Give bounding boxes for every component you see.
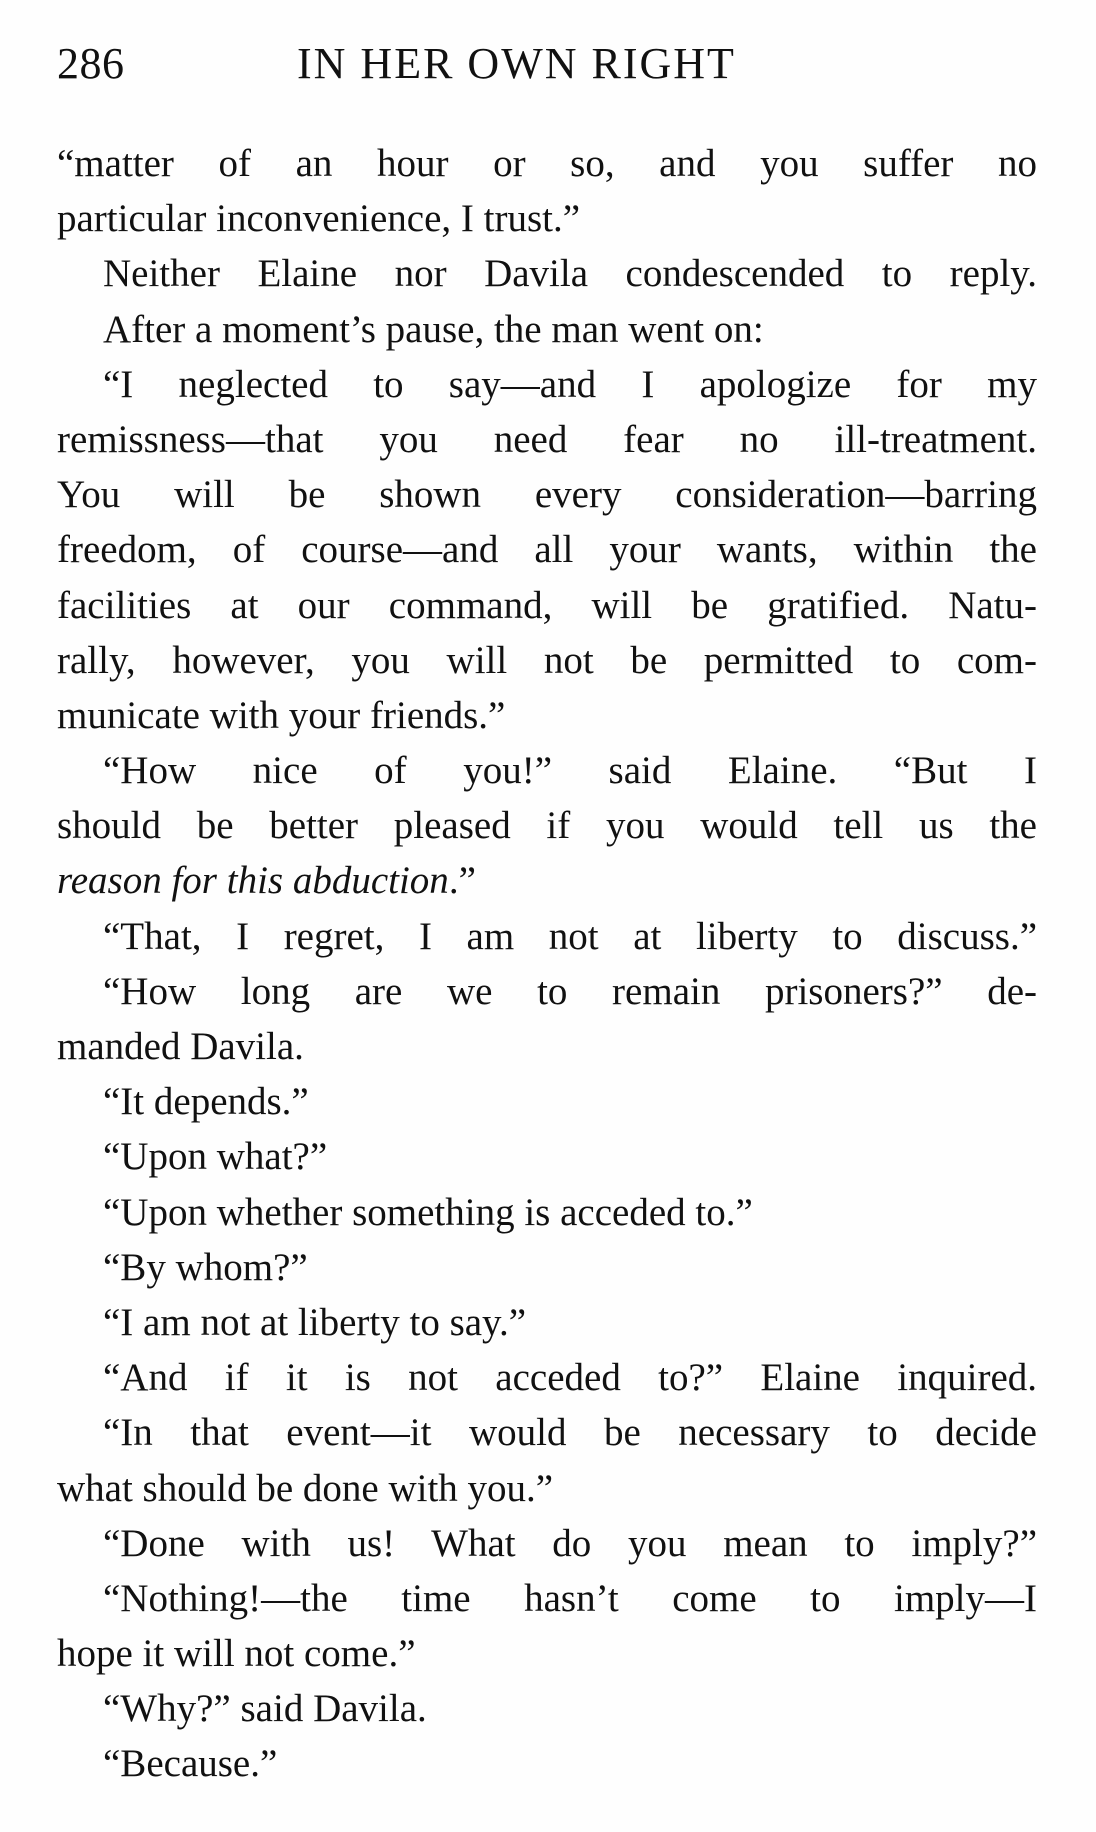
- text-line: should be better pleased if you would tell us the: [57, 804, 1037, 848]
- text-line: “Why?” said Davila.: [103, 1687, 427, 1731]
- text-line: remissness—that you need fear no ill-treatment.: [57, 417, 1037, 461]
- text-line: manded Davila.: [57, 1025, 304, 1068]
- text-line: “And if it is not acceded to?” Elaine inquired.: [103, 1356, 1037, 1400]
- text-line: After a moment’s pause, the man went on:: [103, 307, 764, 351]
- text-line: “I am not at liberty to say.”: [103, 1300, 527, 1344]
- text-line: “Upon what?”: [103, 1135, 328, 1179]
- text-line: hope it will not come.”: [57, 1632, 416, 1676]
- text-line: rally, however, you will not be permitted to com-: [57, 638, 1037, 682]
- text-line: “Upon whether something is acceded to.”: [103, 1190, 753, 1234]
- text-line: “Done with us! What do you mean to imply?”: [103, 1521, 1037, 1565]
- text-line: “Because.”: [103, 1742, 278, 1786]
- text-line: particular inconvenience, I trust.”: [57, 197, 581, 241]
- text-line: what should be done with you.”: [57, 1466, 554, 1510]
- text-line: municate with your friends.”: [57, 693, 506, 737]
- text-line: reason for this abduction.”: [57, 859, 476, 903]
- text-line: facilities at our command, will be gratified. Natu-: [57, 583, 1037, 627]
- body-text: [57, 136, 1037, 1792]
- text-line: freedom, of course—and all your wants, within the: [57, 528, 1037, 572]
- text-line: “How nice of you!” said Elaine. “But I: [103, 749, 1037, 793]
- text-line: “How long are we to remain prisoners?” de-: [103, 969, 1037, 1013]
- text-line: “matter of an hour or so, and you suffer no: [57, 142, 1037, 185]
- text-line: You will be shown every consideration—barring: [57, 473, 1037, 517]
- text-line: “Nothing!—the time hasn’t come to imply—I: [103, 1576, 1037, 1620]
- text-line: “I neglected to say—and I apologize for my: [103, 362, 1037, 406]
- text-line: “In that event—it would be necessary to decide: [103, 1411, 1037, 1455]
- running-title: IN HER OWN RIGHT: [297, 39, 736, 88]
- text-line: “By whom?”: [103, 1245, 308, 1289]
- text-line: “It depends.”: [103, 1080, 309, 1124]
- text-line: “That, I regret, I am not at liberty to discuss.”: [103, 914, 1037, 958]
- text-line: Neither Elaine nor Davila condescended to reply.: [103, 252, 1037, 296]
- page-number: 286: [57, 39, 125, 88]
- page-header: [57, 34, 1037, 94]
